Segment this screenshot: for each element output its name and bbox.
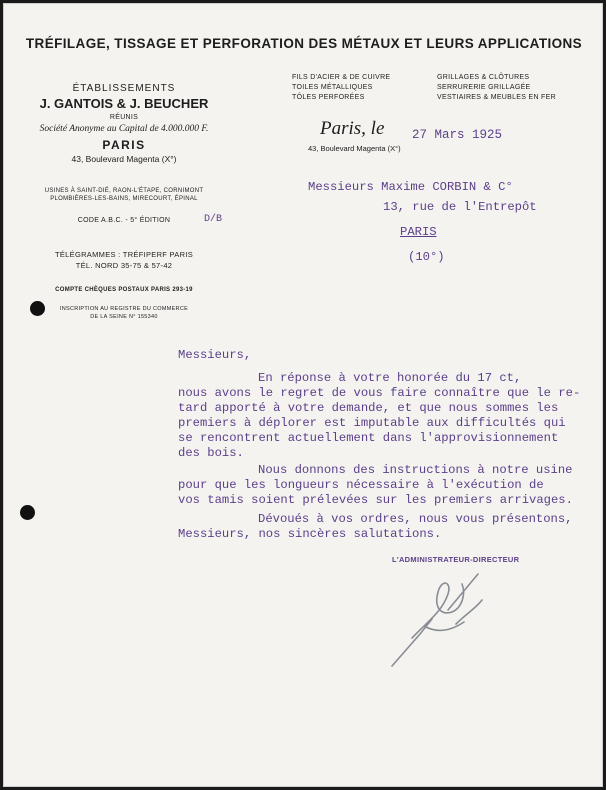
body-line: Messieurs, nos sincères salutations.	[178, 527, 442, 541]
recipient-line3: PARIS	[400, 225, 437, 239]
letter-date: 27 Mars 1925	[412, 128, 503, 142]
reunis-label: RÉUNIS	[109, 114, 139, 121]
body-line: des bois.	[178, 446, 244, 460]
body-line: nous avons le regret de vous faire connaître que le re-	[178, 386, 581, 400]
recipient-line1: Messieurs Maxime CORBIN & C°	[308, 180, 513, 194]
letter-page	[3, 3, 603, 787]
body-line: Nous donnons des instructions à notre usine	[258, 463, 573, 477]
telephone: TÉL. NORD 35-75 & 57-42	[75, 261, 173, 270]
company-city: PARIS	[102, 138, 146, 152]
recipient-line4: (10°)	[408, 250, 445, 264]
code-abc: CODE A.B.C. - 5° ÉDITION	[77, 217, 171, 224]
recipient-line2: 13, rue de l'Entrepôt	[383, 200, 537, 214]
product-item: TÔLES PERFORÉES	[292, 94, 365, 101]
body-line: pour que les longueurs nécessaire à l'exécution de	[178, 478, 544, 492]
usines-line2: PLOMBIÈRES-LES-BAINS, MIRECOURT, ÉPINAL	[50, 196, 198, 202]
punch-hole	[30, 301, 45, 316]
product-item: FILS D'ACIER & DE CUIVRE	[292, 74, 391, 81]
letterhead-title: TRÉFILAGE, TISSAGE ET PERFORATION DES MÉTAUX ET LEURS APPLICATIONS	[25, 36, 583, 51]
body-line: Dévoués à vos ordres, nous vous présentons,	[258, 512, 573, 526]
telegrammes: TÉLÉGRAMMES : TRÉFIPERF PARIS	[54, 250, 194, 259]
company-address: 43, Boulevard Magenta (X°)	[71, 154, 177, 164]
company-name: J. GANTOIS & J. BEUCHER	[39, 96, 209, 111]
registre-line1: INSCRIPTION AU REGISTRE DU COMMERCE	[59, 306, 189, 312]
product-item: TOILES MÉTALLIQUES	[292, 84, 373, 91]
punch-hole	[20, 505, 35, 520]
registre-line2: DE LA SEINE N° 155340	[90, 314, 158, 320]
administrator-stamp: L'ADMINISTRATEUR-DIRECTEUR	[392, 555, 520, 564]
cheques-postaux: COMPTE CHÈQUES POSTAUX PARIS 293-19	[55, 287, 193, 293]
body-line: se rencontrent actuellement dans l'approvisionnement	[178, 431, 559, 445]
usines-line1: USINES À SAINT-DIÉ, RAON-L'ÉTAPE, CORNIMONT	[44, 188, 204, 194]
reference-code: D/B	[204, 214, 223, 225]
body-line: tard apporté à votre demande, et que nous sommes les	[178, 401, 559, 415]
salutation: Messieurs,	[178, 348, 252, 362]
etablissements-label: ÉTABLISSEMENTS	[72, 83, 176, 94]
dateline-address: 43, Boulevard Magenta (X°)	[308, 144, 401, 153]
dateline-prefix: Paris, le	[320, 118, 385, 139]
body-line: vos tamis soient prélevées sur les premiers arrivages.	[178, 493, 573, 507]
societe-anonyme: Société Anonyme au Capital de 4.000.000 F.	[39, 124, 209, 134]
signature-mark	[382, 564, 502, 674]
product-item: SERRURERIE GRILLAGÉE	[437, 84, 531, 91]
product-item: VESTIAIRES & MEUBLES EN FER	[437, 94, 556, 101]
product-item: GRILLAGES & CLÔTURES	[437, 74, 530, 81]
body-line: En réponse à votre honorée du 17 ct,	[258, 371, 522, 385]
body-line: premiers à déplorer est imputable aux difficultés qui	[178, 416, 566, 430]
